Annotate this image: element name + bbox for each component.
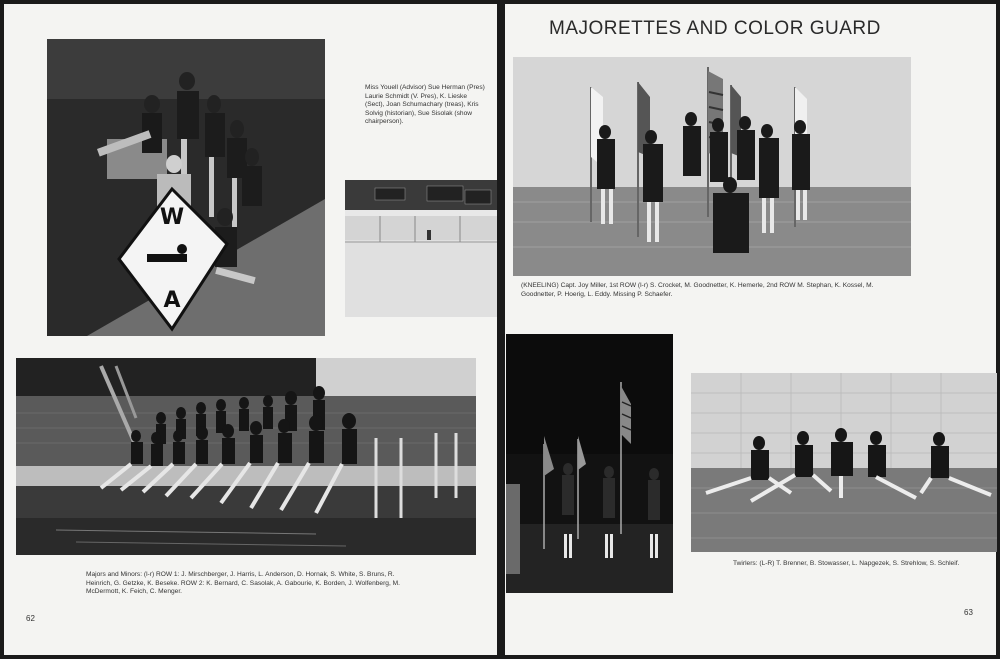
- left-yearbook-page: [4, 4, 497, 655]
- officers-photo-image: [47, 39, 325, 336]
- majors-minors-photo: [16, 358, 476, 555]
- night-color-guard-photo: [506, 334, 673, 593]
- night-color-guard-photo-image: [506, 334, 673, 593]
- page-number-right: 63: [964, 608, 973, 617]
- majors-minors-caption: Majors and Minors: (l-r) ROW 1: J. Mirschberger, J. Harris, L. Anderson, D. Hornak, S. White, S. Bruns, R. Heinrich, G. Getzke, K. Beseke. ROW 2: K. Bernard, C. Sasolak, A. Gabourie, K. Borden, J. Wolfenberg, M. McDermott, K. Feich, C. Menger.: [86, 571, 400, 596]
- pool-photo-image: [345, 180, 497, 317]
- officers-photo: [47, 39, 325, 336]
- pool-photo: [345, 180, 497, 317]
- color-guard-photo: [513, 57, 911, 276]
- officers-caption: Miss Youell (Advisor) Sue Herman (Pres) Laurie Schmidt (V. Pres), K. Lieske (Sect), Joan Schumachary (treas), Kris Solvig (historian), Sue Sisolak (show chairperson).: [365, 84, 485, 126]
- twirlers-photo: [691, 373, 997, 552]
- svg-text:A: A: [163, 288, 181, 313]
- twirlers-caption: Twirlers: (L-R) T. Brenner, B. Stowasser, L. Napgezek, S. Strehlow, S. Schleif.: [733, 560, 960, 567]
- svg-text:W: W: [159, 205, 185, 230]
- twirlers-photo-image: [691, 373, 997, 552]
- page-number-left: 62: [26, 614, 35, 623]
- color-guard-caption: (KNEELING) Capt. Joy Miller, 1st ROW (l-r) S. Crocket, M. Goodnetter, K. Hemerle, 2nd ROW M. Stephan, K. Kossel, M. Goodnetter, P. Hoerig, L. Eddy. Missing P. Schaefer.: [521, 282, 874, 298]
- page-title: MAJORETTES AND COLOR GUARD: [549, 18, 881, 39]
- majors-minors-photo-image: [16, 358, 476, 555]
- right-yearbook-page: [505, 4, 996, 655]
- color-guard-photo-image: [513, 57, 911, 276]
